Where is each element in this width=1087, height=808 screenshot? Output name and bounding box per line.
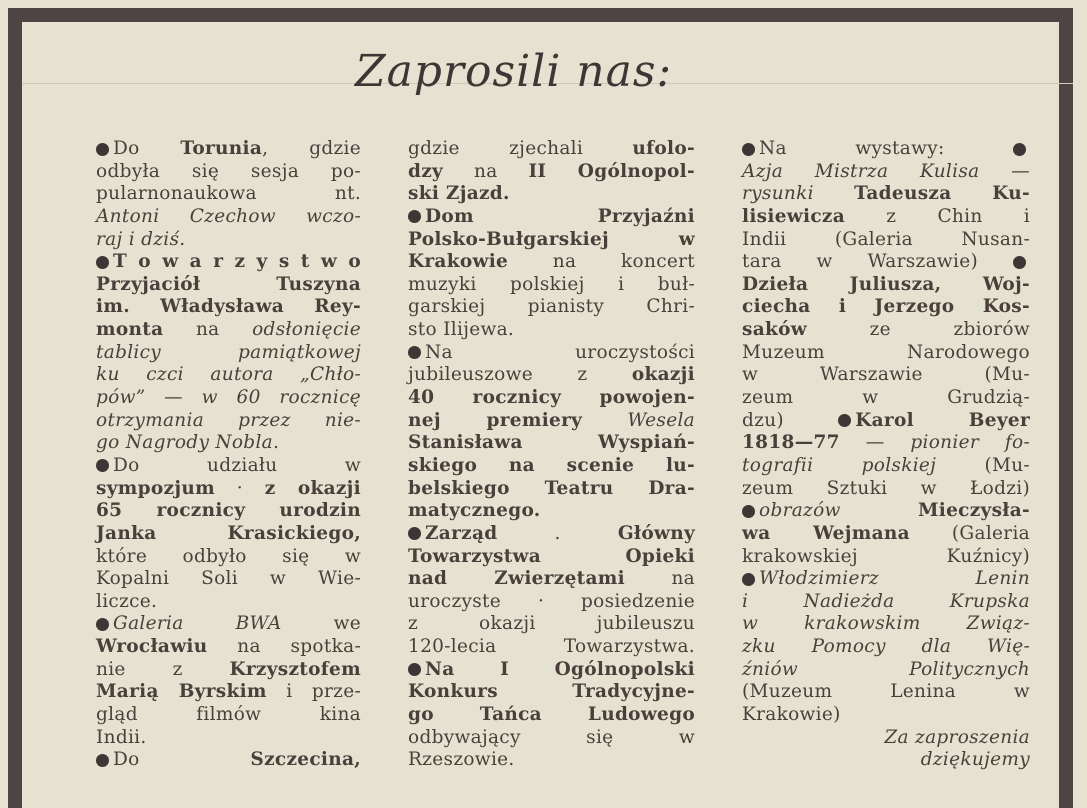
- bullet-icon: [96, 459, 109, 472]
- text-segment: jubileuszowe z: [408, 364, 632, 386]
- text-segment: ciecha i Jerzego Kos-: [742, 296, 1030, 318]
- text-segment: Szczecina,: [250, 749, 361, 771]
- text-line: [742, 500, 1030, 523]
- text-line: [96, 183, 361, 206]
- text-segment: [582, 410, 627, 431]
- text-segment: Marią Byrskim: [96, 681, 267, 703]
- text-segment: wa Wejmana: [742, 522, 910, 544]
- text-line: [742, 613, 1030, 636]
- text-line: [96, 251, 361, 274]
- text-segment: pów” — w 60 rocznicę: [96, 387, 361, 409]
- text-line: [408, 183, 695, 206]
- text-segment: odbyła się sesja po-: [96, 160, 361, 182]
- text-segment: Rzeszowie.: [408, 749, 515, 771]
- text-segment: krakowskiej Kuźnicy): [742, 545, 1030, 567]
- text-line: [742, 319, 1030, 342]
- text-line: [408, 591, 695, 614]
- article-column-3: [742, 138, 1030, 772]
- text-segment: [814, 183, 854, 204]
- text-segment: w krakowskim Związ-: [742, 613, 1030, 635]
- text-segment: nad Zwierzętami: [408, 568, 625, 590]
- text-line: [408, 681, 695, 704]
- text-line: [742, 546, 1030, 569]
- text-segment: z okazji jubileuszu: [408, 613, 695, 635]
- text-line: [742, 478, 1030, 501]
- text-segment: dzy: [408, 160, 444, 182]
- text-segment: (Mu-: [936, 454, 1030, 476]
- text-line: [96, 432, 361, 455]
- text-line: [96, 500, 361, 523]
- bullet-icon: [838, 414, 851, 427]
- text-segment: Do: [113, 138, 181, 159]
- text-segment: tografii polskiej: [742, 454, 937, 476]
- text-segment: gdzie zjechali: [408, 138, 633, 159]
- text-line: [408, 568, 695, 591]
- text-line: [742, 364, 1030, 387]
- text-segment: belskiego Teatru Dra-: [408, 477, 695, 499]
- text-line: [96, 387, 361, 410]
- text-segment: okazji: [631, 364, 695, 386]
- bullet-icon: [408, 663, 421, 676]
- text-line: [96, 410, 361, 433]
- text-segment: zeum w Grudzią-: [742, 387, 1030, 409]
- text-segment: odsłonięcie: [252, 319, 361, 341]
- text-segment: zeum Sztuki w Łodzi): [742, 477, 1030, 499]
- text-segment: garskiej pianisty Chri-: [408, 296, 695, 318]
- text-segment: —: [839, 432, 911, 454]
- text-line: [96, 319, 361, 342]
- text-segment: .: [497, 522, 618, 544]
- text-line: [742, 591, 1030, 614]
- bullet-icon: [742, 573, 755, 586]
- text-segment: go Tańca Ludowego: [408, 704, 695, 726]
- text-line: [408, 636, 695, 659]
- text-line: [96, 274, 361, 297]
- text-line: [408, 342, 695, 365]
- text-segment: Za zaproszenia: [884, 726, 1030, 748]
- text-segment: i Nadieżda Krupska: [742, 590, 1030, 612]
- text-line: [408, 704, 695, 727]
- text-line: [742, 387, 1030, 410]
- text-line: [408, 410, 695, 433]
- text-line: [96, 636, 361, 659]
- text-segment: Muzeum Narodowego: [742, 341, 1030, 363]
- text-segment: 65 rocznicy urodzin: [96, 500, 361, 522]
- text-segment: sympozjum: [96, 477, 215, 499]
- text-line: [96, 478, 361, 501]
- text-segment: nej premiery: [408, 409, 583, 431]
- text-line: [742, 342, 1030, 365]
- text-segment: go Nagrody Nobla.: [96, 432, 280, 454]
- text-line: [96, 206, 361, 229]
- text-segment: Indii (Galeria Nusan-: [742, 228, 1030, 250]
- text-segment: Krzysztofem: [229, 658, 361, 680]
- text-segment: monta: [96, 319, 164, 341]
- text-segment: pularnonaukowa nt.: [96, 183, 361, 205]
- text-segment: II Ogólnopol-: [528, 160, 695, 182]
- text-line: [742, 274, 1030, 297]
- text-segment: 40 rocznicy powojen-: [408, 387, 695, 409]
- text-segment: Dzieła Juliusza, Woj-: [742, 273, 1030, 295]
- text-segment: w Warszawie (Mu-: [742, 364, 1030, 386]
- text-segment: zku Pomocy dla Wię-: [742, 636, 1030, 658]
- text-segment: Dom Przyjaźni: [425, 205, 695, 227]
- text-line: [408, 749, 695, 772]
- text-segment: Towarzystwa Opieki: [408, 545, 695, 567]
- text-segment: Włodzimierz Lenin: [759, 568, 1030, 590]
- text-segment: lisiewicza: [742, 205, 845, 227]
- text-line: [742, 704, 1030, 727]
- text-line: [96, 455, 361, 478]
- text-line: [408, 659, 695, 682]
- text-line: [408, 161, 695, 184]
- bullet-icon: [742, 143, 755, 156]
- text-line: [408, 251, 695, 274]
- text-segment: Kopalni Soli w Wie-: [96, 568, 361, 590]
- text-segment: nie z: [96, 658, 230, 680]
- bullet-icon: [96, 143, 109, 156]
- text-segment: Na I Ogólnopolski: [425, 658, 695, 680]
- text-segment: ·: [214, 477, 265, 499]
- text-segment: ski Zjazd.: [408, 183, 510, 205]
- text-segment: na: [163, 319, 253, 341]
- text-line: [96, 659, 361, 682]
- text-segment: Tadeusza Ku-: [854, 183, 1030, 205]
- text-segment: Polsko-Bułgarskiej w: [408, 228, 695, 250]
- text-segment: muzyki polskiej i buł-: [408, 273, 695, 295]
- text-segment: liczce.: [96, 590, 158, 612]
- text-line: [408, 523, 695, 546]
- text-segment: (Muzeum Lenina w: [742, 681, 1030, 703]
- text-segment: Na wystawy:: [759, 138, 1013, 159]
- text-segment: pionier fo-: [910, 432, 1030, 454]
- text-line: [96, 546, 361, 569]
- bullet-icon: [408, 346, 421, 359]
- bullet-icon: [408, 210, 421, 223]
- text-segment: im. Władysława Rey-: [96, 296, 361, 318]
- text-line: [742, 296, 1030, 319]
- text-segment: tara w Warszawie): [742, 251, 1013, 273]
- text-segment: saków: [742, 319, 807, 341]
- text-line: [96, 727, 361, 750]
- text-segment: Do udziału w: [113, 454, 361, 476]
- text-segment: 120-lecia Towarzystwa.: [408, 636, 695, 658]
- text-segment: na spotka-: [207, 636, 361, 658]
- bullet-icon: [1013, 256, 1026, 269]
- article-column-2: [408, 138, 695, 772]
- text-line: [408, 432, 695, 455]
- text-line: [742, 749, 1030, 772]
- text-line: [96, 364, 361, 387]
- text-line: [408, 319, 695, 342]
- text-line: [96, 704, 361, 727]
- text-segment: na: [443, 160, 529, 182]
- text-segment: Torunia: [180, 138, 263, 159]
- text-segment: (Galeria: [909, 522, 1030, 544]
- text-line: [96, 523, 361, 546]
- text-segment: ku czci autora „Chło-: [96, 364, 361, 386]
- text-line: [96, 681, 361, 704]
- text-line: [408, 296, 695, 319]
- text-line: [96, 296, 361, 319]
- text-segment: rysunki: [742, 183, 814, 205]
- text-segment: , gdzie: [262, 138, 361, 159]
- text-line: [96, 342, 361, 365]
- text-line: [408, 387, 695, 410]
- text-segment: skiego na scenie lu-: [408, 454, 695, 476]
- text-segment: Przyjaciół Tuszyna: [96, 273, 361, 295]
- text-line: [742, 523, 1030, 546]
- text-segment: ufolo-: [632, 138, 695, 159]
- text-line: [408, 455, 695, 478]
- text-segment: otrzymania przez nie-: [96, 409, 361, 431]
- text-line: [408, 546, 695, 569]
- text-segment: sto Ilijewa.: [408, 319, 515, 341]
- text-segment: Indii.: [96, 726, 147, 748]
- text-line: [742, 161, 1030, 184]
- text-segment: Konkurs Tradycyjne-: [408, 681, 695, 703]
- text-segment: Krakowie: [408, 251, 509, 273]
- text-line: [742, 183, 1030, 206]
- text-segment: Wrocławiu: [96, 636, 208, 658]
- text-segment: dzu): [742, 409, 839, 431]
- bullet-icon: [96, 618, 109, 631]
- text-line: [742, 138, 1030, 161]
- text-segment: które odbyło się w: [96, 545, 361, 567]
- text-line: [408, 138, 695, 161]
- text-line: [742, 659, 1030, 682]
- text-segment: Stanisława Wyspiań-: [408, 432, 695, 454]
- bullet-icon: [1013, 143, 1026, 156]
- text-line: [96, 138, 361, 161]
- text-line: [96, 161, 361, 184]
- page-title: Zaprosili nas:: [355, 46, 673, 97]
- text-line: [742, 432, 1030, 455]
- text-line: [408, 364, 695, 387]
- text-line: [408, 274, 695, 297]
- bullet-icon: [742, 505, 755, 518]
- text-line: [96, 568, 361, 591]
- text-segment: matycznego.: [408, 500, 541, 522]
- bullet-icon: [408, 527, 421, 540]
- text-segment: gląd filmów kina: [96, 704, 361, 726]
- text-line: [742, 636, 1030, 659]
- text-segment: Azja Mistrza Kulisa —: [742, 160, 1030, 182]
- text-segment: Janka Krasickiego,: [96, 522, 361, 544]
- text-line: [742, 727, 1030, 750]
- text-segment: i prze-: [266, 681, 361, 703]
- article-column-1: [96, 138, 361, 772]
- text-segment: Wesela: [627, 409, 695, 431]
- text-segment: tablicy pamiątkowej: [96, 341, 361, 363]
- text-segment: z Chin i: [844, 205, 1030, 227]
- text-segment: Na uroczystości: [425, 341, 695, 363]
- text-segment: Zarząd: [425, 522, 498, 544]
- text-line: [742, 410, 1030, 433]
- text-line: [742, 568, 1030, 591]
- text-segment: na koncert: [508, 251, 695, 273]
- text-line: [96, 749, 361, 772]
- text-line: [96, 591, 361, 614]
- text-line: [408, 727, 695, 750]
- text-line: [742, 455, 1030, 478]
- text-line: [742, 251, 1030, 274]
- text-line: [96, 613, 361, 636]
- text-segment: na: [624, 568, 695, 590]
- text-segment: dziękujemy: [920, 749, 1030, 771]
- text-segment: Główny: [617, 522, 695, 544]
- text-segment: uroczyste · posiedzenie: [408, 590, 695, 612]
- bullet-icon: [96, 256, 109, 269]
- text-line: [408, 500, 695, 523]
- text-segment: źniów Politycznych: [742, 658, 1030, 680]
- text-line: [742, 681, 1030, 704]
- text-line: [408, 478, 695, 501]
- text-line: [408, 613, 695, 636]
- text-segment: [841, 500, 918, 521]
- text-segment: Karol Beyer: [855, 409, 1030, 431]
- bullet-icon: [96, 754, 109, 767]
- text-segment: 1818—77: [742, 432, 840, 454]
- text-segment: z okazji: [264, 477, 361, 499]
- text-segment: Mieczysła-: [918, 500, 1030, 522]
- text-segment: ze zbiorów: [807, 319, 1030, 341]
- text-segment: Krakowie): [742, 704, 841, 726]
- text-segment: odbywający się w: [408, 726, 695, 748]
- text-segment: we: [281, 613, 361, 635]
- text-line: [408, 206, 695, 229]
- text-line: [408, 229, 695, 252]
- text-segment: Antoni Czechow wczo-: [96, 205, 361, 227]
- text-line: [742, 206, 1030, 229]
- text-line: [742, 229, 1030, 252]
- text-segment: Galeria BWA: [113, 613, 282, 635]
- text-line: [96, 229, 361, 252]
- text-segment: raj i dziś.: [96, 228, 186, 250]
- text-segment: Do: [113, 749, 251, 771]
- text-segment: T o w a r z y s t w o: [113, 251, 361, 273]
- text-segment: obrazów: [759, 500, 841, 522]
